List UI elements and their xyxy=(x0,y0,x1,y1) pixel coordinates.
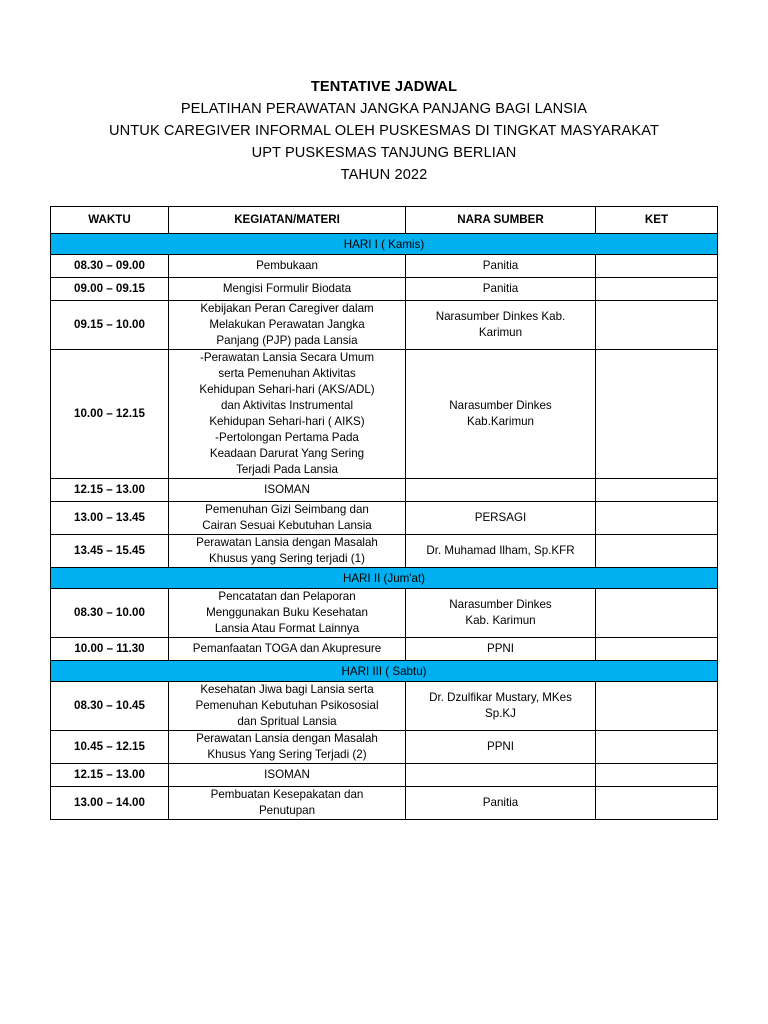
day-header-row xyxy=(51,234,718,255)
title-line-1: PELATIHAN PERAWATAN JANGKA PANJANG BAGI LANSIA xyxy=(180,101,588,117)
table-row xyxy=(51,479,718,502)
ket-cell xyxy=(596,535,718,568)
schedule-table xyxy=(50,206,718,820)
ket-cell xyxy=(596,682,718,731)
speaker-line: Karimun xyxy=(478,326,523,339)
activity-cell xyxy=(169,255,406,278)
table-row xyxy=(51,764,718,787)
activity-line: Khusus Yang Sering Terjadi (2) xyxy=(207,748,367,761)
activity-cell xyxy=(169,638,406,661)
ket-cell xyxy=(596,638,718,661)
table-row xyxy=(51,638,718,661)
ket-cell xyxy=(596,479,718,502)
activity-line: serta Pemenuhan Aktivitas xyxy=(218,367,356,380)
time-cell: 08.30 – 10.00 xyxy=(51,589,169,638)
activity-line: Terjadi Pada Lansia xyxy=(236,463,338,476)
document-title: TENTATIVE JADWAL xyxy=(310,79,458,95)
activity-line: Perawatan Lansia dengan Masalah xyxy=(196,732,378,745)
speaker-cell xyxy=(406,589,596,638)
document-header xyxy=(0,76,768,186)
time-cell: 08.30 – 10.45 xyxy=(51,682,169,731)
time-cell: 08.30 – 09.00 xyxy=(51,255,169,278)
time-cell: 13.00 – 14.00 xyxy=(51,787,169,820)
activity-line: Menggunakan Buku Kesehatan xyxy=(206,606,368,619)
speaker-cell xyxy=(406,787,596,820)
activity-line: -Pertolongan Pertama Pada xyxy=(215,431,359,444)
table-row xyxy=(51,255,718,278)
time-cell: 13.45 – 15.45 xyxy=(51,535,169,568)
time-cell: 09.00 – 09.15 xyxy=(51,278,169,301)
activity-line: Panjang (PJP) pada Lansia xyxy=(216,334,358,347)
activity-cell xyxy=(169,301,406,350)
speaker-line: Panitia xyxy=(482,796,519,809)
speaker-cell xyxy=(406,638,596,661)
speaker-cell xyxy=(406,682,596,731)
table-row xyxy=(51,535,718,568)
speaker-cell xyxy=(406,502,596,535)
day-header-label: HARI III ( Sabtu) xyxy=(51,661,718,682)
activity-cell xyxy=(169,350,406,479)
speaker-line: Kab.Karimun xyxy=(466,415,535,428)
activity-line: Pemenuhan Kebutuhan Psikososial xyxy=(195,699,379,712)
activity-cell xyxy=(169,535,406,568)
table-row xyxy=(51,502,718,535)
speaker-line: Kab. Karimun xyxy=(465,614,536,627)
activity-cell xyxy=(169,589,406,638)
speaker-line: PPNI xyxy=(486,740,515,753)
table-row xyxy=(51,682,718,731)
table-row xyxy=(51,350,718,479)
activity-line: Penutupan xyxy=(258,804,316,817)
time-cell: 13.00 – 13.45 xyxy=(51,502,169,535)
activity-cell xyxy=(169,787,406,820)
speaker-cell xyxy=(406,479,596,502)
speaker-line: Narasumber Dinkes xyxy=(449,598,552,611)
activity-line: dan Spritual Lansia xyxy=(237,715,337,728)
activity-line: Lansia Atau Format Lainnya xyxy=(214,622,360,635)
activity-line: Pembukaan xyxy=(256,259,318,272)
speaker-cell xyxy=(406,301,596,350)
activity-line: Melakukan Perawatan Jangka xyxy=(209,318,365,331)
column-header-nara-sumber: NARA SUMBER xyxy=(406,207,596,234)
speaker-line: PERSAGI xyxy=(474,511,527,524)
speaker-cell xyxy=(406,278,596,301)
activity-cell xyxy=(169,502,406,535)
ket-cell xyxy=(596,787,718,820)
day-header-label: HARI I ( Kamis) xyxy=(51,234,718,255)
activity-line: Kesehatan Jiwa bagi Lansia serta xyxy=(200,683,374,696)
table-row xyxy=(51,301,718,350)
title-line-4: TAHUN 2022 xyxy=(340,167,428,183)
ket-cell xyxy=(596,764,718,787)
table-row xyxy=(51,589,718,638)
ket-cell xyxy=(596,589,718,638)
time-cell: 09.15 – 10.00 xyxy=(51,301,169,350)
speaker-cell xyxy=(406,255,596,278)
table-row xyxy=(51,278,718,301)
speaker-cell xyxy=(406,764,596,787)
speaker-line: Dr. Muhamad Ilham, Sp.KFR xyxy=(426,544,575,557)
speaker-cell xyxy=(406,535,596,568)
speaker-line: Narasumber Dinkes Kab. xyxy=(435,310,566,323)
speaker-line: Dr. Dzulfikar Mustary, MKes xyxy=(429,691,572,704)
time-cell: 10.00 – 12.15 xyxy=(51,350,169,479)
activity-line: Kehidupan Sehari-hari ( AIKS) xyxy=(209,415,365,428)
speaker-line: Panitia xyxy=(482,282,519,295)
time-cell: 12.15 – 13.00 xyxy=(51,764,169,787)
ket-cell xyxy=(596,301,718,350)
activity-cell xyxy=(169,731,406,764)
speaker-cell xyxy=(406,350,596,479)
activity-cell xyxy=(169,278,406,301)
title-line-2: UNTUK CAREGIVER INFORMAL OLEH PUSKESMAS DI TINGKAT MASYARAKAT xyxy=(109,123,659,139)
day-header-row xyxy=(51,661,718,682)
activity-line: Pencatatan dan Pelaporan xyxy=(218,590,356,603)
speaker-line: Narasumber Dinkes xyxy=(449,399,552,412)
activity-line: Khusus yang Sering terjadi (1) xyxy=(209,552,365,565)
activity-line: Kebijakan Peran Caregiver dalam xyxy=(200,302,374,315)
day-header-row xyxy=(51,568,718,589)
activity-line: dan Aktivitas Instrumental xyxy=(220,399,354,412)
time-cell: 10.00 – 11.30 xyxy=(51,638,169,661)
table-row xyxy=(51,787,718,820)
activity-line: Perawatan Lansia dengan Masalah xyxy=(196,536,378,549)
column-header-waktu: WAKTU xyxy=(51,207,169,234)
speaker-cell xyxy=(406,731,596,764)
ket-cell xyxy=(596,731,718,764)
speaker-line: PPNI xyxy=(486,642,515,655)
speaker-line: Panitia xyxy=(482,259,519,272)
schedule-body xyxy=(51,234,718,820)
time-cell: 12.15 – 13.00 xyxy=(51,479,169,502)
activity-line: -Perawatan Lansia Secara Umum xyxy=(200,351,374,364)
ket-cell xyxy=(596,255,718,278)
ket-cell xyxy=(596,502,718,535)
activity-line: ISOMAN xyxy=(264,483,310,496)
activity-line: Kehidupan Sehari-hari (AKS/ADL) xyxy=(199,383,375,396)
activity-line: Keadaan Darurat Yang Sering xyxy=(209,447,365,460)
activity-line: ISOMAN xyxy=(264,768,310,781)
activity-line: Pembuatan Kesepakatan dan xyxy=(210,788,364,801)
activity-cell xyxy=(169,479,406,502)
activity-line: Pemenuhan Gizi Seimbang dan xyxy=(205,503,369,516)
time-cell: 10.45 – 12.15 xyxy=(51,731,169,764)
speaker-line: Sp.KJ xyxy=(485,707,516,720)
ket-cell xyxy=(596,278,718,301)
table-header-row xyxy=(51,207,718,234)
column-header-kegiatan: KEGIATAN/MATERI xyxy=(169,207,406,234)
ket-cell xyxy=(596,350,718,479)
table-row xyxy=(51,731,718,764)
activity-line: Mengisi Formulir Biodata xyxy=(222,282,352,295)
activity-cell xyxy=(169,764,406,787)
activity-line: Pemanfaatan TOGA dan Akupresure xyxy=(192,642,382,655)
title-line-3: UPT PUSKESMAS TANJUNG BERLIAN xyxy=(251,145,517,161)
day-header-label: HARI II (Jum'at) xyxy=(51,568,718,589)
activity-line: Cairan Sesuai Kebutuhan Lansia xyxy=(202,519,372,532)
column-header-ket: KET xyxy=(596,207,718,234)
activity-cell xyxy=(169,682,406,731)
